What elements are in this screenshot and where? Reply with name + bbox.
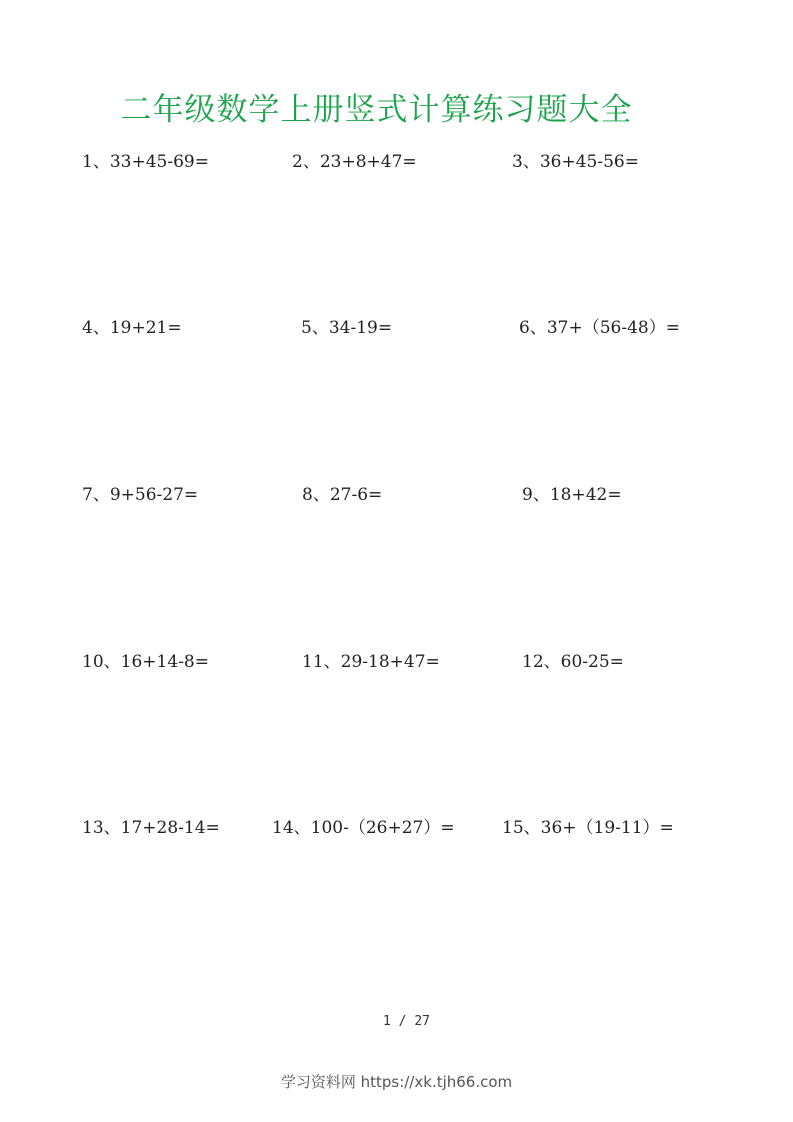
- problem-13: 13、17+28-14=: [82, 818, 220, 838]
- footer-text: 学习资料网 https://xk.tjh66.com: [280, 1073, 513, 1091]
- page-number: 1 / 27: [383, 1014, 430, 1029]
- problem-3: 3、36+45-56=: [512, 152, 639, 172]
- problem-5: 5、34-19=: [301, 318, 393, 338]
- problem-1: 1、33+45-69=: [82, 152, 209, 172]
- problem-9: 9、18+42=: [522, 485, 622, 505]
- problem-7: 7、9+56-27=: [82, 485, 199, 505]
- problem-14: 14、100-（26+27）=: [272, 818, 455, 838]
- problem-11: 11、29-18+47=: [302, 652, 440, 672]
- problem-12: 12、60-25=: [522, 652, 624, 672]
- problem-4: 4、19+21=: [82, 318, 182, 338]
- page-title: 二年级数学上册竖式计算练习题大全: [120, 92, 633, 128]
- problem-6: 6、37+（56-48）=: [519, 318, 680, 338]
- problem-8: 8、27-6=: [302, 485, 383, 505]
- problem-15: 15、36+（19-11）=: [502, 818, 674, 838]
- problem-10: 10、16+14-8=: [82, 652, 209, 672]
- problem-2: 2、23+8+47=: [292, 152, 417, 172]
